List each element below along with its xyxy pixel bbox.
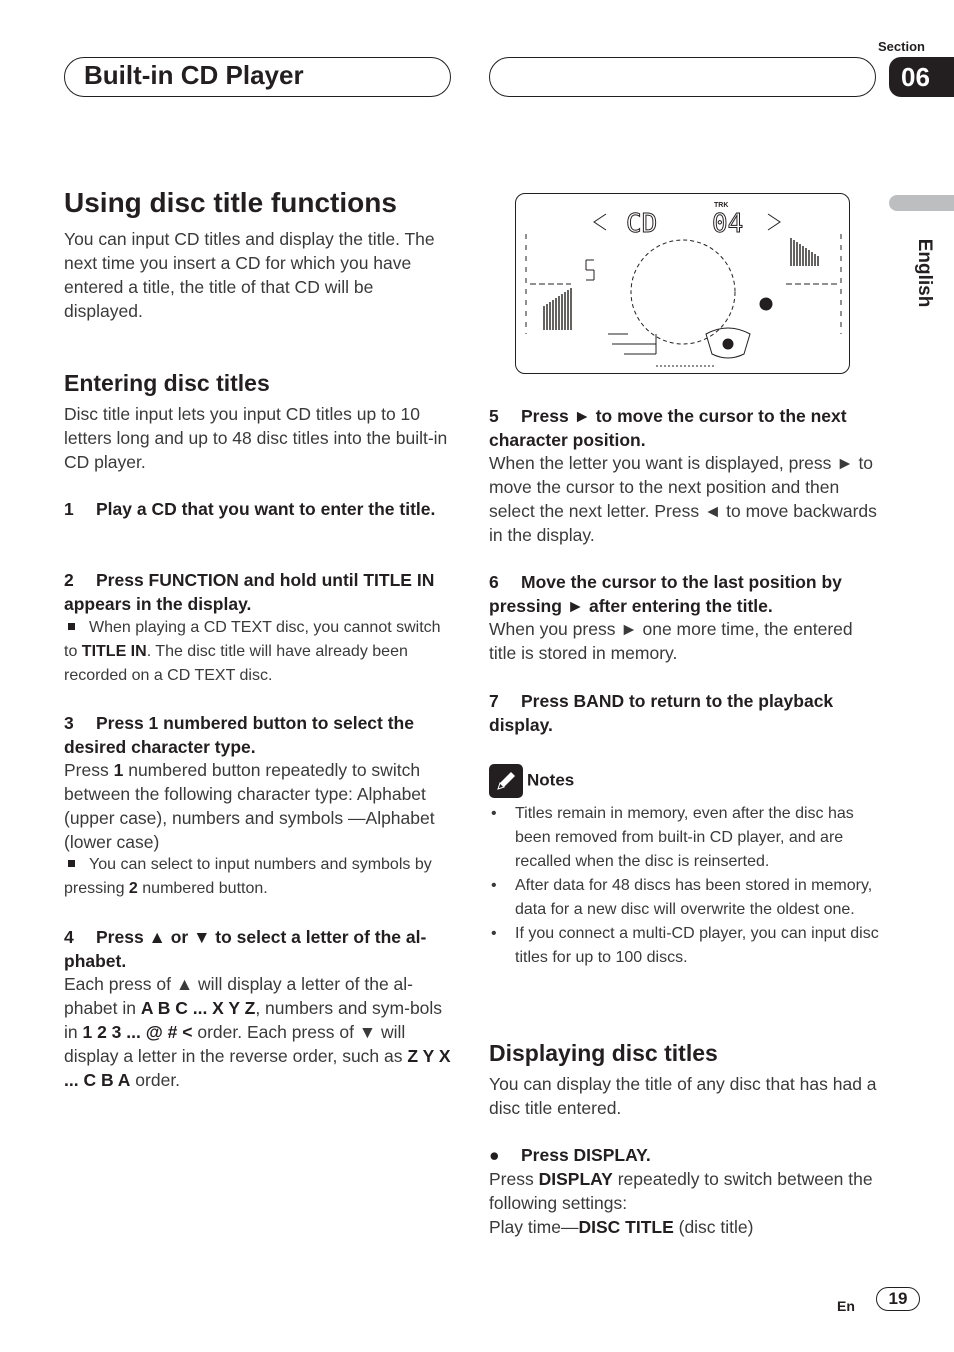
lcd-disc-text: CD: [626, 209, 658, 239]
entering-body: Disc title input lets you input CD titles up to 10 letters long and up to 48 disc titles into the built-in CD player.: [64, 404, 448, 472]
notes-label: Notes: [527, 770, 575, 790]
step-6: [489, 570, 881, 618]
step-text: Press BAND to return to the playback display.: [489, 691, 834, 735]
step-3-note: You can select to input numbers and symbols by pressing 2 numbered button.: [64, 856, 432, 897]
page-number: 19: [876, 1287, 920, 1311]
disc-circle: [631, 240, 735, 344]
section-number: 06: [889, 57, 954, 97]
step-text: Move the cursor to the last position by pressing ► after entering the title.: [489, 572, 842, 616]
left-arrow-wing: [594, 214, 606, 230]
step-number: 4: [64, 927, 74, 947]
step-text: Play a CD that you want to enter the title.: [96, 499, 436, 519]
step-3: [64, 711, 454, 759]
step-2: [64, 568, 454, 616]
step-4: [64, 925, 454, 973]
bullet-dot-icon: ●: [489, 1145, 500, 1165]
step-7: [489, 689, 881, 737]
step-5: [489, 404, 881, 452]
step-number: 7: [489, 691, 499, 711]
step-text: Press ► to move the cursor to the next character position.: [489, 406, 847, 450]
display-step: [489, 1143, 881, 1167]
lcd-display-illustration: [515, 193, 850, 374]
displaying-body: You can display the title of any disc that has had a disc title entered.: [489, 1074, 877, 1118]
language-tab-marker: [889, 195, 954, 211]
note-item: • If you connect a multi-CD player, you can input disc titles for up to 100 discs.: [489, 922, 881, 970]
step-text: Press FUNCTION and hold until TITLE IN appears in the display.: [64, 570, 435, 614]
step-2-note: When playing a CD TEXT disc, you cannot switch to TITLE IN. The disc title will have already been recorded on a CD TEXT disc.: [64, 619, 441, 684]
chapter-title: Built-in CD Player: [84, 60, 304, 90]
header-right-frame: [489, 57, 876, 97]
step-6-body: When you press ► one more time, the entered title is stored in memory.: [489, 619, 853, 663]
step-number: 6: [489, 572, 499, 592]
step-number: 2: [64, 570, 74, 590]
square-bullet-icon: [68, 860, 75, 867]
step-1: [64, 497, 454, 521]
intro-paragraph: You can input CD titles and display the title. The next time you insert a CD for which you have entered a title, the title of that CD will be displayed.: [64, 229, 435, 321]
note-item: • After data for 48 discs has been stored in memory, data for a new disc will overwrite the oldest one.: [489, 874, 881, 922]
notes-list: [489, 802, 881, 970]
step-3-body: Press 1 numbered button repeatedly to switch between the following character type: Alphabet (upper case), numbers and symbols —Alphabet (lower case): [64, 760, 435, 852]
displaying-heading: Displaying disc titles: [489, 1040, 718, 1066]
entering-heading: Entering disc titles: [64, 370, 270, 396]
step-text: Press ▲ or ▼ to select a letter of the al-phabet.: [64, 927, 427, 971]
lcd-trk-label: TRK: [714, 202, 729, 209]
right-arrow-wing: [768, 214, 780, 230]
lcd-display-svg: [516, 194, 851, 375]
step-text: Press DISPLAY.: [521, 1145, 651, 1165]
step-text: Press 1 numbered button to select the desired character type.: [64, 713, 414, 757]
display-step-body: Press DISPLAY repeatedly to switch between the following settings: Play time—DISC TITLE (disc title): [489, 1169, 873, 1237]
language-side-label: English: [914, 238, 935, 308]
lcd-track-text: 04: [712, 209, 744, 239]
footer-lang: En: [837, 1298, 855, 1314]
pencil-icon: [489, 764, 523, 798]
note-item: • Titles remain in memory, even after the disc has been removed from built-in CD player, and are recalled when the disc is reinserted.: [489, 802, 881, 874]
main-title: Using disc title functions: [64, 187, 397, 218]
step-number: 5: [489, 406, 499, 426]
section-label: Section: [878, 39, 925, 54]
step-5-body: When the letter you want is displayed, press ► to move the cursor to the next position and then select the next letter. Press ◄ to move backwards in the display.: [489, 453, 877, 545]
step-number: 3: [64, 713, 74, 733]
notes-header: [489, 764, 574, 798]
step-4-body: Each press of ▲ will display a letter of the al-phabet in A B C ... X Y Z, numbers and sym-bols in 1 2 3 ... @ # < order. Each press of ▼ will display a letter in the reverse order, such as Z Y X ... C B A order.: [64, 974, 451, 1090]
square-bullet-icon: [68, 623, 75, 630]
step-number: 1: [64, 499, 74, 519]
